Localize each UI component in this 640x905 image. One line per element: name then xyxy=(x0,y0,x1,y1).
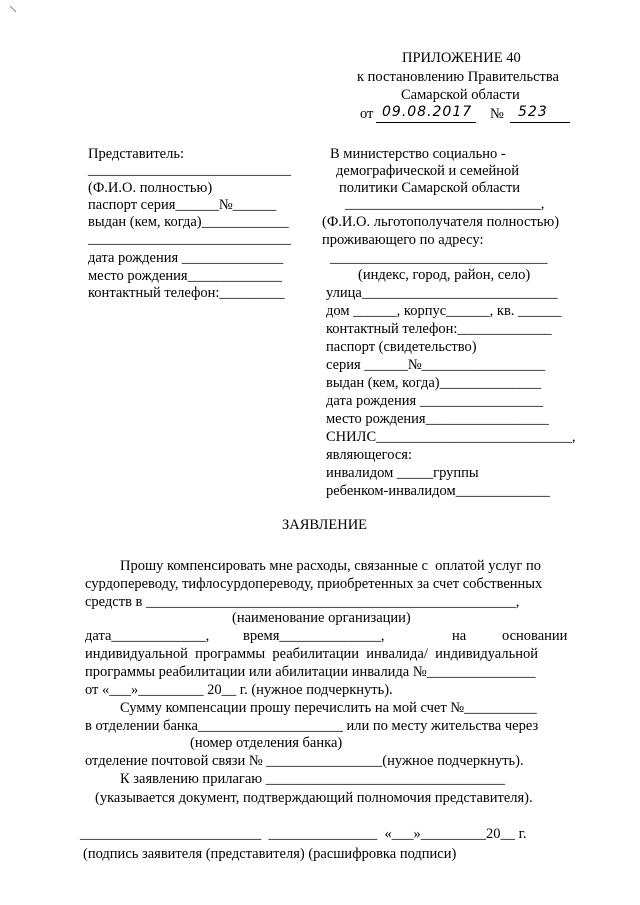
date-field: дата_____________, xyxy=(85,628,210,644)
passport-doc-label: паспорт (свидетельство) xyxy=(326,339,477,355)
number-sign: № xyxy=(490,106,504,122)
beneficiary-name-caption: (Ф.И.О. льготополучателя полностью) xyxy=(322,214,560,230)
corner-tick-mark xyxy=(10,6,16,12)
statement-line7: от «___»_________ 20__ г. (нужное подчеркнуть). xyxy=(85,682,393,698)
basis-label: основании xyxy=(502,628,568,644)
addressee-line2: демографической и семейной xyxy=(336,163,520,179)
appendix-ref-line1: к постановлению Правительства xyxy=(357,69,559,85)
birth-place-field: место рождения_________________ xyxy=(326,411,549,427)
birth-date-field: дата рождения _________________ xyxy=(326,393,544,409)
rep-birth-place: место рождения_____________ xyxy=(88,268,282,284)
time-field: время______________, xyxy=(243,628,385,644)
rep-issued: выдан (кем, когда)____________ xyxy=(88,214,289,230)
statement-line9: в отделении банка____________________ или по месту жительства через xyxy=(85,718,539,734)
invalid-group-field: инвалидом _____группы xyxy=(326,465,479,481)
statement-line1: Прошу компенсировать мне расходы, связанные с оплатой услуг по xyxy=(120,558,542,574)
statement-line10: отделение почтовой связи № ________________(нужное подчеркнуть). xyxy=(85,753,524,769)
addressee-line1: В министерство социально - xyxy=(330,146,506,162)
signature-line: _________________________ _______________ «___»_________20__ г. xyxy=(80,826,527,842)
statement-line11: К заявлению прилагаю _________________________________ xyxy=(120,771,505,787)
representative-label: Представитель: xyxy=(88,146,184,162)
date-prefix: от xyxy=(360,106,374,122)
statement-line5: индивидуальной программы реабилитации инвалида/ индивидуальной xyxy=(85,646,538,662)
house-field: дом ______, корпус______, кв. ______ xyxy=(326,303,562,319)
statement-line2: сурдопереводу, тифлосурдопереводу, приобретенных за счет собственных xyxy=(85,576,543,592)
statement-line3: средств в ___________________________________________________, xyxy=(85,594,520,610)
number-handwritten: 523 xyxy=(518,104,548,120)
beneficiary-name-line: ___________________________, xyxy=(345,196,545,212)
date-underline xyxy=(376,122,476,123)
being-label: являющегося: xyxy=(326,447,412,463)
statement-title: ЗАЯВЛЕНИЕ xyxy=(282,517,368,533)
signature-caption: (подпись заявителя (представителя) (расшифровка подписи) xyxy=(83,846,457,862)
addressee-line3: политики Самарской области xyxy=(339,180,521,196)
child-invalid-field: ребенком-инвалидом_____________ xyxy=(326,483,550,499)
rep-phone: контактный телефон:_________ xyxy=(88,285,285,301)
date-handwritten: 09.08.2017 xyxy=(382,104,473,120)
bank-caption: (номер отделения банка) xyxy=(190,735,343,751)
statement-line6: программы реабилитации или абилитации инвалида №_______________ xyxy=(85,664,536,680)
address-line: ______________________________ xyxy=(330,250,548,266)
appendix-ref-line2: Самарской области xyxy=(401,87,520,103)
snils-field: СНИЛС___________________________, xyxy=(326,429,576,445)
number-underline xyxy=(510,122,570,123)
appendix-title: ПРИЛОЖЕНИЕ 40 xyxy=(402,50,521,66)
org-caption: (наименование организации) xyxy=(232,610,411,626)
rep-fio-line: ____________________________ xyxy=(88,162,291,178)
phone-field: контактный телефон:_____________ xyxy=(326,321,552,337)
rep-passport: паспорт серия______№______ xyxy=(88,197,277,213)
address-caption: (индекс, город, район, село) xyxy=(358,267,531,283)
on-label: на xyxy=(452,628,467,644)
attach-caption: (указывается документ, подтверждающий полномочия представителя). xyxy=(95,790,533,806)
rep-birth-date: дата рождения ______________ xyxy=(88,250,284,266)
rep-blank-line: ____________________________ xyxy=(88,231,291,247)
rep-fio-caption: (Ф.И.О. полностью) xyxy=(88,180,213,196)
statement-line8: Сумму компенсации прошу перечислить на мой счет №__________ xyxy=(120,700,537,716)
appendix-date-number xyxy=(360,104,580,124)
issued-field: выдан (кем, когда)______________ xyxy=(326,375,542,391)
street-field: улица___________________________ xyxy=(326,285,558,301)
residing-label: проживающего по адресу: xyxy=(322,232,484,248)
series-field: серия ______№_________________ xyxy=(326,357,545,373)
